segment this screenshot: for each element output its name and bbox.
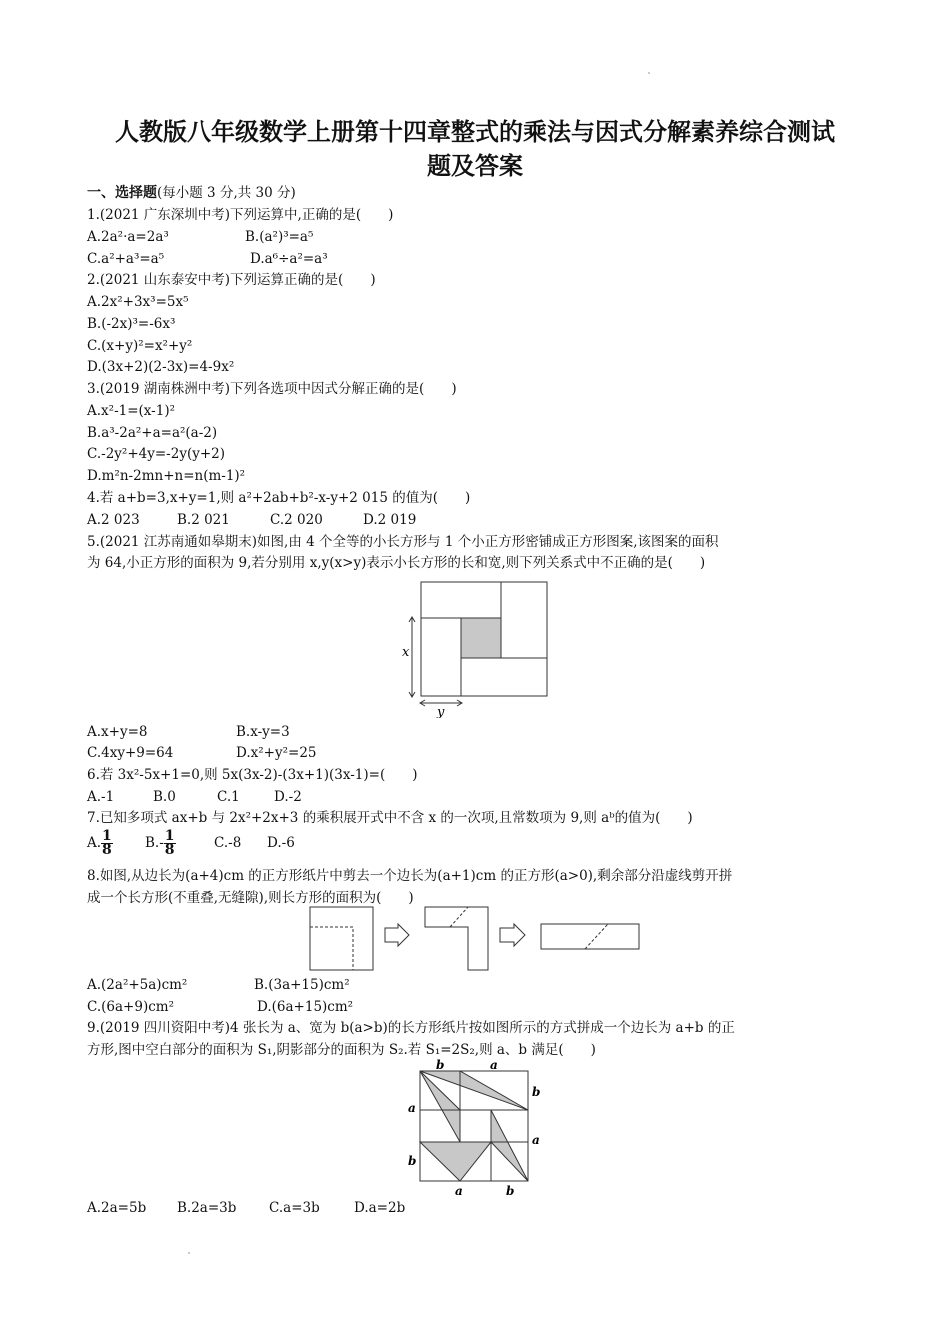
q7-stem: 7.已知多项式 ax+b 与 2x²+2x+3 的乘积展开式中不含 x 的一次项,且常数项为 9,则 aᵇ的值为( )	[87, 810, 693, 826]
q9-figure	[400, 1058, 550, 1200]
q6-stem: 6.若 3x²-5x+1=0,则 5x(3x-2)-(3x+1)(3x-1)=( )	[87, 767, 418, 783]
q4-option-a: A.2 023	[87, 512, 140, 528]
q8-options-row1	[87, 975, 350, 995]
q3-option-b: B.a³-2a²+a=a²(a-2)	[87, 425, 218, 441]
q5-option-c: C.4xy+9=64	[87, 745, 174, 761]
q1-option-b: B.(a²)³=a⁵	[245, 229, 314, 245]
q7-fraction-b: $\frac{1}{8}$	[164, 828, 175, 858]
q1-option-a: A.2a²·a=2a³	[87, 229, 169, 245]
q9-label-b-bottom: b	[506, 1184, 515, 1198]
q5-stem-cont: 为 64,小正方形的面积为 9,若分别用 x,y(x>y)表示小长方形的长和宽,则下列关系式中不正确的是( )	[87, 555, 706, 571]
q8-options-row2	[87, 997, 353, 1017]
scan-dot	[188, 1252, 190, 1254]
q5-label-x: x	[402, 645, 410, 660]
q5-option-b: B.x-y=3	[236, 724, 290, 740]
q9-label-b-left: b	[408, 1154, 417, 1168]
q3-option-c: C.-2y²+4y=-2y(y+2)	[87, 446, 226, 462]
q4-stem: 4.若 a+b=3,x+y=1,则 a²+2ab+b²-x-y+2 015 的值为( )	[87, 490, 471, 506]
q4-options	[87, 510, 416, 530]
q4-option-c: C.2 020	[270, 512, 323, 528]
q1-option-d: D.a⁶÷a²=a³	[250, 251, 328, 267]
q7-fraction-a: $\frac{1}{8}$	[102, 828, 112, 858]
q5-option-a: A.x+y=8	[87, 724, 148, 740]
q8-option-d: D.(6a+15)cm²	[257, 999, 354, 1015]
scan-dot	[648, 72, 650, 74]
q9-label-a-bottom: a	[455, 1184, 463, 1198]
q8-option-a: A.(2a²+5a)cm²	[87, 977, 188, 993]
q9-label-a-left: a	[408, 1101, 416, 1115]
q7-option-b: B.- $\frac{1}{8}$	[145, 828, 175, 858]
q6-options	[87, 787, 302, 807]
q3-option-a: A.x²-1=(x-1)²	[87, 403, 176, 419]
q5-label-y: y	[437, 705, 445, 718]
q7-option-c: C.-8	[214, 835, 242, 851]
q2-option-b: B.(-2x)³=-6x³	[87, 316, 176, 332]
q3-stem: 3.(2019 湖南株洲中考)下列各选项中因式分解正确的是( )	[87, 381, 457, 397]
q2-option-c: C.(x+y)²=x²+y²	[87, 338, 193, 354]
q2-stem: 2.(2021 山东泰安中考)下列运算正确的是( )	[87, 272, 376, 288]
q9-stem: 9.(2019 四川资阳中考)4 张长为 a、宽为 b(a>b)的长方形纸片按如图所示的方式拼成一个边长为 a+b 的正	[87, 1020, 735, 1036]
q9-stem-cont: 方形,图中空白部分的面积为 S₁,阴影部分的面积为 S₂.若 S₁=2S₂,则 a、b 满足( )	[87, 1042, 596, 1058]
q9-option-b: B.2a=3b	[177, 1200, 237, 1216]
q9-options	[87, 1198, 405, 1218]
q7-option-a: A. $\frac{1}{8}$	[87, 828, 112, 858]
q9-option-d: D.a=2b	[354, 1200, 406, 1216]
q6-option-c: C.1	[217, 789, 240, 805]
page-title-cont: 题及答案	[427, 152, 523, 180]
section-heading	[87, 183, 296, 203]
section-label: 一、选择题	[87, 185, 157, 201]
q5-options-row1	[87, 722, 290, 742]
q8-stem-cont: 成一个长方形(不重叠,无缝隙),则长方形的面积为( )	[87, 890, 414, 906]
q9-label-a-top: a	[490, 1058, 498, 1072]
q5-stem: 5.(2021 江苏南通如皋期末)如图,由 4 个全等的小长方形与 1 个小正方形密铺成正方形图案,该图案的面积	[87, 534, 719, 550]
q2-option-a: A.2x²+3x³=5x⁵	[87, 294, 189, 310]
q9-label-b-right: b	[532, 1085, 541, 1099]
q9-label-b-top: b	[436, 1058, 445, 1072]
q9-label-a-right: a	[532, 1133, 540, 1147]
q2-option-d: D.(3x+2)(2-3x)=4-9x²	[87, 359, 235, 375]
page-title: 人教版八年级数学上册第十四章整式的乘法与因式分解素养综合测试	[115, 118, 835, 146]
q3-option-d: D.m²n-2mn+n=n(m-1)²	[87, 468, 246, 484]
q4-option-d: D.2 019	[363, 512, 417, 528]
q6-option-a: A.-1	[87, 789, 115, 805]
q5-options-row2	[87, 743, 317, 763]
q8-stem: 8.如图,从边长为(a+4)cm 的正方形纸片中剪去一个边长为(a+1)cm 的正方形(a>0),剩余部分沿虚线剪开拼	[87, 868, 733, 884]
q9-option-c: C.a=3b	[269, 1200, 320, 1216]
q9-option-a: A.2a=5b	[87, 1200, 147, 1216]
section-note: (每小题 3 分,共 30 分)	[157, 185, 296, 201]
q8-option-c: C.(6a+9)cm²	[87, 999, 174, 1015]
q6-option-b: B.0	[153, 789, 176, 805]
q1-options-row1	[87, 227, 313, 247]
q7-options	[87, 830, 295, 857]
q8-figure	[305, 904, 645, 974]
q4-option-b: B.2 021	[177, 512, 230, 528]
q8-option-b: B.(3a+15)cm²	[254, 977, 350, 993]
q1-stem: 1.(2021 广东深圳中考)下列运算中,正确的是( )	[87, 207, 394, 223]
q5-option-d: D.x²+y²=25	[236, 745, 317, 761]
q1-options-row2	[87, 249, 328, 269]
q1-option-c: C.a²+a³=a⁵	[87, 251, 165, 267]
q7-option-d: D.-6	[267, 835, 295, 851]
q6-option-d: D.-2	[274, 789, 302, 805]
q5-figure	[396, 578, 556, 718]
